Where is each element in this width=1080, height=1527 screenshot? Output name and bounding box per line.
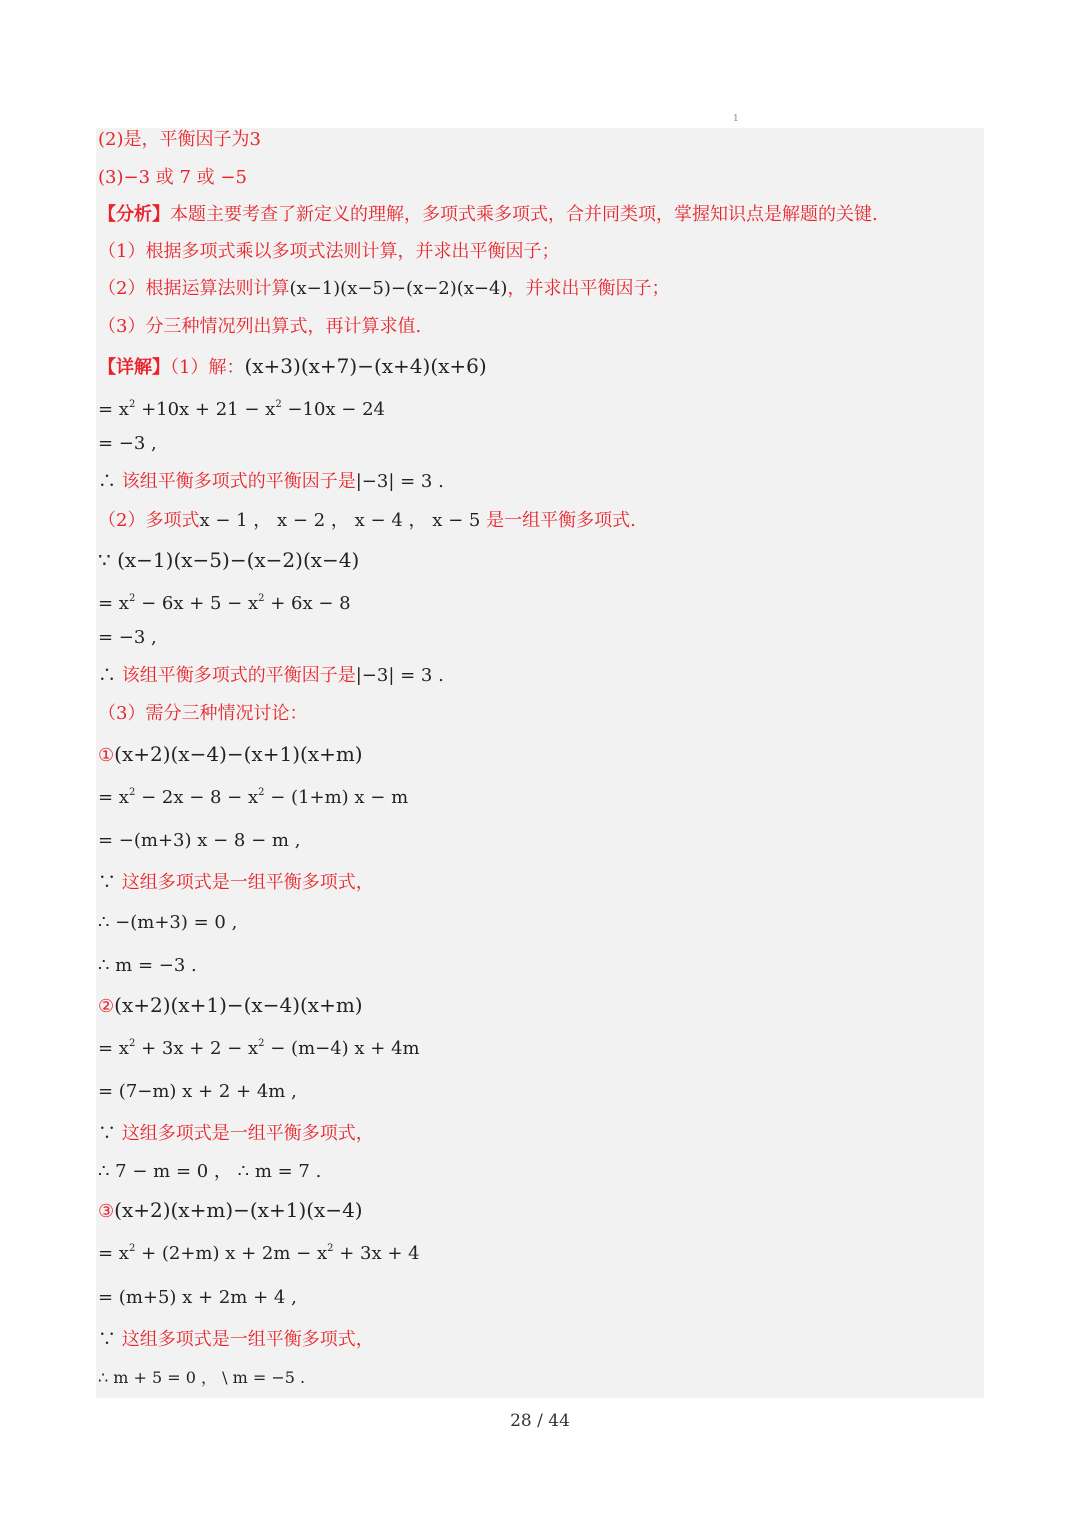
exponent: 2 <box>128 593 136 604</box>
analysis-step-1: （1）根据多项式乘以多项式法则计算，并求出平衡因子； <box>98 241 560 262</box>
because-text: 这组多项式是一组平衡多项式， <box>121 872 374 893</box>
analysis-tag: 【分析】 <box>98 204 170 225</box>
analysis-line <box>98 203 878 227</box>
analysis-step-2-expr: (x−1)(x−5)−(x−2)(x−4) <box>289 278 508 299</box>
calc-term: +10x + 21 − x <box>135 399 276 420</box>
case-1-result: ∴ m = −3 . <box>98 955 197 976</box>
case-1-expr <box>98 742 363 768</box>
analysis-text: 本题主要考查了新定义的理解，多项式乘多项式，合并同类项，掌握知识点是解题的关键. <box>170 204 878 225</box>
calc-term: = x <box>98 787 129 808</box>
calc-2-step-2: = −3 , <box>98 627 157 648</box>
polynomial: x − 2 ， <box>277 510 349 531</box>
calc-term: −10x − 24 <box>281 399 385 420</box>
because-text: 这组多项式是一组平衡多项式， <box>121 1329 374 1350</box>
exponent: 2 <box>258 787 265 798</box>
because-symbol: ∵ <box>98 1123 122 1144</box>
case-1-step-2: = −(m+3) x − 8 − m , <box>98 830 301 851</box>
calc-term: = x <box>98 593 129 614</box>
calc-term: + 6x − 8 <box>264 593 351 614</box>
conclusion-text: 该组平衡多项式的平衡因子是 <box>121 665 356 686</box>
because-symbol: ∵ <box>98 1329 122 1350</box>
exponent: 2 <box>128 399 136 410</box>
case-2-formula: (x+2)(x+1)−(x−4)(x+m) <box>114 993 363 1017</box>
polynomial: x − 5 <box>432 510 481 531</box>
case-3-expr <box>98 1198 363 1224</box>
case-1-step-3: ∴ −(m+3) = 0 , <box>98 912 238 933</box>
case-2-step-1 <box>98 1037 420 1061</box>
case-1-marker: ① <box>98 745 115 766</box>
calc-term: + 3x + 2 − x <box>135 1038 259 1059</box>
analysis-step-2-text: （2）根据运算法则计算 <box>98 278 290 299</box>
conclusion-text: 该组平衡多项式的平衡因子是 <box>121 471 356 492</box>
answer-part-2: (2)是，平衡因子为3 <box>98 129 261 150</box>
case-2-because <box>98 1122 374 1146</box>
exponent: 2 <box>128 787 136 798</box>
case-1-formula: (x+2)(x−4)−(x+1)(x+m) <box>114 742 363 766</box>
conclusion-value: |−3| = 3 . <box>355 665 444 686</box>
part-2-because: ∵ (x−1)(x−5)−(x−2)(x−4) <box>98 548 360 572</box>
exponent: 2 <box>258 1038 265 1049</box>
case-1-because <box>98 871 374 895</box>
therefore-symbol: ∴ <box>98 665 122 686</box>
analysis-step-2-tail: ，并求出平衡因子； <box>507 278 670 299</box>
calc-term: − (m−4) x + 4m <box>264 1038 420 1059</box>
calc-1-step-2: = −3 , <box>98 433 157 454</box>
calc-term: = x <box>98 399 129 420</box>
calc-term: − (1+m) x − m <box>264 787 409 808</box>
case-2-step-2: = (7−m) x + 2 + 4m , <box>98 1081 297 1102</box>
answer-part-3: (3)−3 或 7 或 −5 <box>98 167 247 188</box>
case-2-equation: ∴ 7 − m = 0 ， <box>98 1161 232 1182</box>
case-3-marker: ③ <box>98 1201 115 1222</box>
part-2-tail: 是一组平衡多项式. <box>486 510 636 531</box>
calc-term: + 3x + 4 <box>333 1243 420 1264</box>
part-2-intro <box>98 509 636 533</box>
part-2-text: （2）多项式 <box>98 510 200 531</box>
part-3-intro: （3）需分三种情况讨论： <box>98 703 308 724</box>
case-2-marker: ② <box>98 996 115 1017</box>
case-2-value: ∴ m = 7 . <box>231 1161 322 1182</box>
analysis-step-3: （3）分三种情况列出算式，再计算求值. <box>98 316 422 337</box>
exponent: 2 <box>128 1038 136 1049</box>
exponent: 2 <box>327 1243 334 1254</box>
detail-line <box>98 354 487 380</box>
because-symbol: ∵ <box>98 872 122 893</box>
case-1-step-1 <box>98 786 408 810</box>
calc-1-conclusion <box>98 470 444 494</box>
calc-2-conclusion <box>98 664 444 688</box>
calc-term: − 2x − 8 − x <box>135 787 259 808</box>
case-3-step-2: = (m+5) x + 2m + 4 , <box>98 1287 297 1308</box>
case-2-result <box>98 1160 321 1184</box>
exponent: 2 <box>128 1243 136 1254</box>
detail-text: （1）解： <box>170 357 245 378</box>
exponent: 2 <box>275 399 282 410</box>
polynomial: x − 1 ， <box>199 510 272 531</box>
case-3-result: ∴ m + 5 = 0 ， \ m = −5 . <box>98 1368 306 1387</box>
calc-1-step-1 <box>98 398 385 422</box>
calc-2-step-1 <box>98 592 351 616</box>
detail-tag: 【详解】 <box>98 357 170 378</box>
polynomial: x − 4 ， <box>354 510 427 531</box>
calc-term: + (2+m) x + 2m − x <box>135 1243 328 1264</box>
header-tick: 1 <box>733 114 739 124</box>
page-number: 28 / 44 <box>510 1411 570 1431</box>
case-3-because <box>98 1328 374 1352</box>
exponent: 2 <box>258 593 265 604</box>
case-3-formula: (x+2)(x+m)−(x+1)(x−4) <box>114 1198 363 1222</box>
therefore-symbol: ∴ <box>98 471 122 492</box>
calc-term: = x <box>98 1243 129 1264</box>
detail-expr: (x+3)(x+7)−(x+4)(x+6) <box>244 354 487 378</box>
conclusion-value: |−3| = 3 . <box>355 471 444 492</box>
case-2-expr <box>98 993 363 1019</box>
case-3-step-1 <box>98 1242 420 1266</box>
because-text: 这组多项式是一组平衡多项式， <box>121 1123 374 1144</box>
calc-term: = x <box>98 1038 129 1059</box>
calc-term: − 6x + 5 − x <box>135 593 259 614</box>
analysis-step-2 <box>98 277 669 301</box>
